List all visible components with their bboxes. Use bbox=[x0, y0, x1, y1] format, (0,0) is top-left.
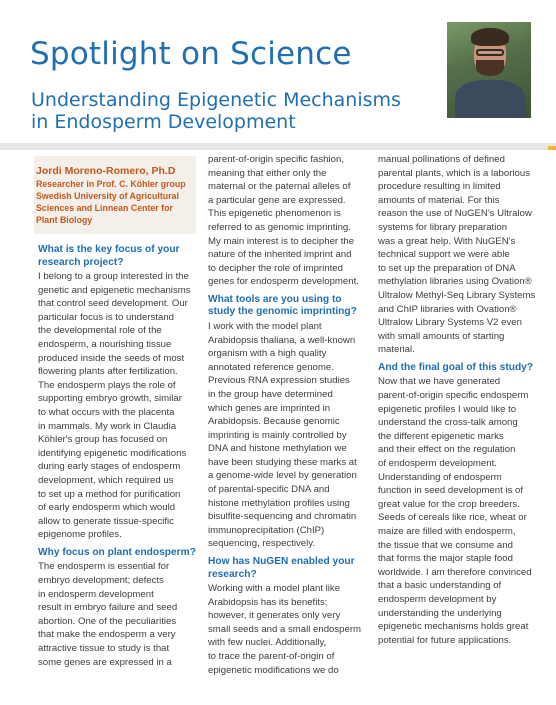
text-line: potential for future applications. bbox=[378, 634, 512, 646]
question-heading bbox=[208, 294, 366, 319]
text-line: have been studying these marks at bbox=[208, 456, 357, 468]
text-line: procedure resulting in limited bbox=[378, 181, 501, 193]
text-line: endosperm, a nourishing tissue bbox=[38, 338, 172, 350]
text-line: to set up the preparation of DNA bbox=[378, 262, 516, 274]
text-line: meaning that either only the bbox=[208, 167, 327, 179]
text-line: to what occurs with the placenta bbox=[38, 406, 175, 418]
text-line: of early endosperm which would bbox=[38, 502, 176, 514]
answer-text bbox=[378, 153, 536, 357]
text-line: maize are filled with endosperm, bbox=[378, 525, 516, 537]
text-line: flowering plants after fertilization. bbox=[38, 366, 178, 378]
text-line: great value for the crop breeders. bbox=[378, 498, 520, 510]
accent-mark bbox=[548, 146, 556, 150]
text-line: manual pollinations of defined bbox=[378, 154, 505, 165]
text-line: epigenome profiles. bbox=[38, 529, 122, 541]
text-line: and ChIP libraries with Ovation® bbox=[378, 303, 517, 315]
text-line: that make the endosperm a very bbox=[38, 629, 176, 641]
text-line: study the genomic imprinting? bbox=[208, 306, 357, 318]
text-line: with few nuclei. Additionally, bbox=[208, 637, 327, 649]
researcher-photo bbox=[447, 22, 531, 118]
text-line: Köhler's group has focused on bbox=[38, 434, 168, 446]
text-line: was a great help. With NuGEN's bbox=[378, 235, 516, 247]
text-line: imprinting is mainly controlled by bbox=[208, 429, 347, 441]
text-line: genes for endosperm development. bbox=[208, 276, 359, 288]
text-line: sequencing, respectively. bbox=[208, 538, 316, 550]
text-line: referred to as genomic imprinting. bbox=[208, 221, 351, 233]
text-line: to set up a method for purification bbox=[38, 488, 181, 500]
text-line: which genes are imprinted in bbox=[208, 402, 331, 414]
text-line: parent-of-origin specific endosperm bbox=[378, 390, 529, 401]
header bbox=[0, 0, 556, 143]
text-line: DNA and histone methylation we bbox=[208, 443, 347, 455]
text-line: methylation libraries using Ovation® bbox=[378, 276, 532, 288]
text-line: histone methylation profiles using bbox=[208, 497, 350, 509]
text-line: and their effect on the regulation bbox=[378, 444, 516, 456]
text-line: particular focus is to understand bbox=[38, 311, 174, 323]
text-line: organism with a high quality bbox=[208, 348, 327, 360]
text-line: some genes are expressed in a bbox=[38, 656, 172, 668]
text-line: epigenetic modifications we do bbox=[208, 664, 339, 676]
text-line: bisulfite-sequencing and chromatin bbox=[208, 511, 357, 523]
column-2 bbox=[208, 153, 366, 677]
text-line: small seeds and a small endosperm bbox=[208, 623, 362, 635]
text-line: And the final goal of this study? bbox=[378, 361, 534, 373]
text-line: embryo development; defects bbox=[38, 574, 164, 586]
text-line: Working with a model plant like bbox=[208, 583, 341, 595]
text-line: Plant Biology bbox=[36, 215, 93, 225]
text-line: understanding the underlying bbox=[378, 607, 502, 619]
researcher-affiliation bbox=[36, 178, 196, 226]
text-line: nature of the inherited imprint and bbox=[208, 249, 352, 261]
text-line: genetic and epigenetic mechanisms bbox=[38, 284, 191, 296]
text-line: The endosperm is essential for bbox=[38, 561, 170, 573]
text-line: annotated reference genome. bbox=[208, 361, 334, 373]
text-line: attractive tissue to study is that bbox=[38, 642, 170, 654]
text-line: What is the key focus of your bbox=[38, 244, 180, 255]
text-line: research project? bbox=[38, 256, 124, 268]
page-title: Spotlight on Science bbox=[30, 36, 352, 72]
text-line: supporting embryo growth, similar bbox=[38, 393, 182, 405]
text-line: The endosperm plays the role of bbox=[38, 379, 176, 391]
text-line: research? bbox=[208, 568, 257, 580]
text-line: Seeds of cereals like rice, wheat or bbox=[378, 512, 527, 524]
text-line: Understanding of endosperm bbox=[378, 471, 502, 483]
text-line: Researcher in Prof. C. Köhler group bbox=[36, 179, 186, 189]
text-line: maternal or the paternal alleles of bbox=[208, 181, 351, 193]
text-line: Swedish University of Agricultural bbox=[36, 191, 179, 201]
text-line: with small amounts of starting bbox=[378, 330, 505, 342]
text-line: epigenetic profiles I would like to bbox=[378, 403, 517, 415]
text-line: to decipher the role of imprinted bbox=[208, 262, 343, 274]
answer-text bbox=[38, 560, 196, 669]
text-line: identifying epigenetic modifications bbox=[38, 447, 187, 459]
text-line: understand the cross-talk among bbox=[378, 417, 518, 429]
text-line: Arabidopsis thaliana, a well-known bbox=[208, 334, 356, 346]
text-line: Sciences and Linnean Center for bbox=[36, 203, 173, 213]
text-line: This epigenetic phenomenon is bbox=[208, 208, 341, 220]
text-line: amounts of material. For this bbox=[378, 194, 500, 206]
researcher-name: Jordi Moreno-Romero, Ph.D bbox=[36, 165, 176, 177]
text-line: How has NuGEN enabled your bbox=[208, 556, 355, 568]
text-line: of endosperm development. bbox=[378, 457, 497, 469]
text-line: abortion. One of the peculiarities bbox=[38, 615, 177, 627]
answer-text bbox=[38, 270, 196, 542]
text-line: Arabidopsis. Because genomic bbox=[208, 416, 340, 428]
text-line: Why focus on plant endosperm? bbox=[38, 546, 196, 558]
text-line: to trace the parent-of-origin of bbox=[208, 651, 335, 662]
text-line: technical support we were able bbox=[378, 249, 510, 261]
text-line: reason the use of NuGEN's Ultralow bbox=[378, 208, 532, 220]
text-line: result in embryo failure and seed bbox=[38, 602, 178, 614]
text-line: endosperm development by bbox=[378, 593, 497, 605]
text-line: I work with the model plant bbox=[208, 320, 322, 332]
text-line: immunoprecipitation (ChIP) bbox=[208, 524, 325, 536]
text-line: material. bbox=[378, 344, 415, 356]
text-line: function in seed development is of bbox=[378, 485, 524, 497]
text-line: however, it generates only very bbox=[208, 610, 341, 622]
text-line: in endosperm development bbox=[38, 588, 154, 600]
question-heading bbox=[38, 244, 196, 269]
question-heading bbox=[378, 362, 536, 375]
text-line: What tools are you using to bbox=[208, 293, 342, 305]
answer-text bbox=[208, 320, 366, 551]
text-line: of parental-specific DNA and bbox=[208, 484, 330, 496]
text-line: Now that we have generated bbox=[378, 376, 501, 388]
text-line: worldwide. I am therefore convinced bbox=[378, 566, 532, 578]
text-line: parental plants, which is a laborious bbox=[378, 167, 530, 179]
column-1 bbox=[38, 156, 196, 669]
text-line: systems for library preparation bbox=[378, 221, 508, 233]
answer-text bbox=[378, 375, 536, 647]
text-line: epigenetic mechanisms holds great bbox=[378, 621, 529, 633]
text-line: in the group have determined bbox=[208, 388, 333, 400]
text-line: the developmental role of the bbox=[38, 325, 162, 337]
text-line: the tissue that we consume and bbox=[378, 539, 513, 551]
page-subtitle bbox=[31, 89, 421, 133]
text-line: a genome-wide level by generation bbox=[208, 470, 357, 482]
text-line: Previous RNA expression studies bbox=[208, 375, 350, 387]
text-line: produced inside the seeds of most bbox=[38, 352, 185, 364]
bio-box bbox=[34, 156, 196, 234]
text-line: that control seed development. Our bbox=[38, 298, 188, 310]
text-line: Ultralow Library Systems V2 even bbox=[378, 317, 522, 329]
header-divider bbox=[0, 143, 556, 150]
subtitle-line: Understanding Epigenetic Mechanisms bbox=[31, 89, 401, 111]
question-heading bbox=[208, 556, 366, 581]
text-line: the different epigenetic marks bbox=[378, 430, 504, 442]
text-line: during early stages of endosperm bbox=[38, 461, 181, 473]
question-heading bbox=[38, 547, 196, 560]
text-line: parent-of-origin specific fashion, bbox=[208, 154, 344, 165]
subtitle-line: in Endosperm Development bbox=[31, 111, 296, 133]
text-line: development, which required us bbox=[38, 474, 174, 486]
text-line: I belong to a group interested in the bbox=[38, 271, 189, 282]
answer-text bbox=[208, 582, 366, 677]
text-line: allow to generate tissue-specific bbox=[38, 515, 174, 527]
text-line: Ultralow Methyl-Seq Library Systems bbox=[378, 289, 536, 301]
text-line: My main interest is to decipher the bbox=[208, 235, 355, 247]
text-line: a particular gene are expressed. bbox=[208, 194, 346, 206]
text-line: that a basic understanding of bbox=[378, 580, 502, 592]
text-line: Arabidopsis has its benefits; bbox=[208, 596, 328, 608]
text-line: that forms the major staple food bbox=[378, 553, 513, 565]
text-line: in mammals. My work in Claudia bbox=[38, 420, 177, 432]
answer-text bbox=[208, 153, 366, 289]
column-3 bbox=[378, 153, 536, 647]
